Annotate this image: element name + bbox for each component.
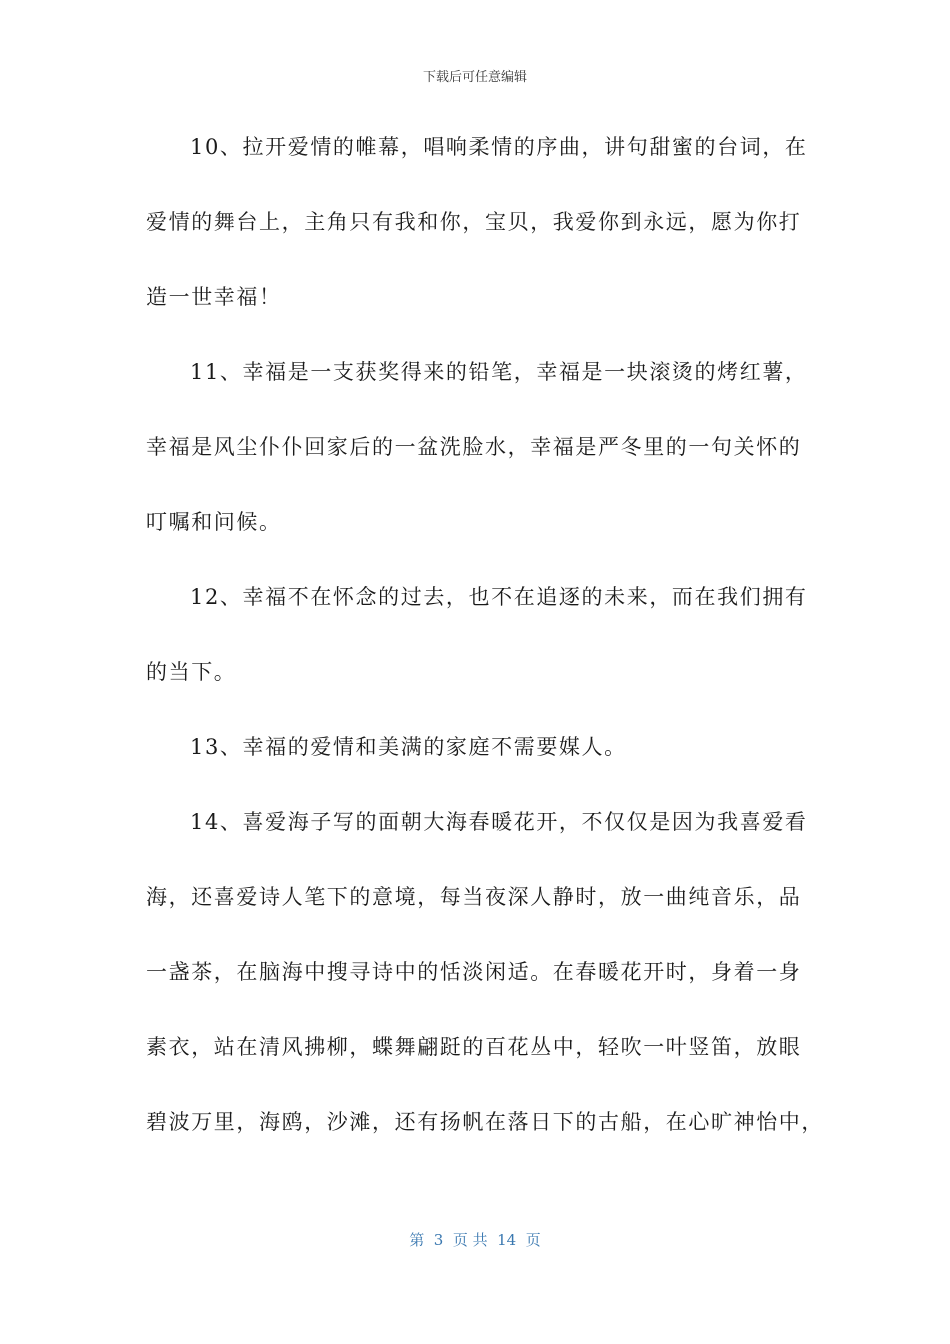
paragraph-13-line-1: 13、幸福的爱情和美满的家庭不需要媒人。 [190,735,627,759]
paragraph-11-line-1: 11、幸福是一支获奖得来的铅笔，幸福是一块滚烫的烤红薯， [190,360,808,384]
paragraph-10-line-2: 爱情的舞台上，主角只有我和你，宝贝，我爱你到永远，愿为你打 [146,210,802,234]
paragraph-14-line-4: 素衣，站在清风拂柳，蝶舞翩跹的百花丛中，轻吹一叶竖笛，放眼 [146,1035,802,1059]
page-header: 下载后可任意编辑 [422,70,527,85]
page-number-footer: 第 3 页 共 14 页 [409,1231,541,1249]
paragraph-14-line-3: 一盏茶，在脑海中搜寻诗中的恬淡闲适。在春暖花开时，身着一身 [146,960,802,984]
paragraph-12-line-1: 12、幸福不在怀念的过去，也不在追逐的未来，而在我们拥有 [190,585,808,609]
paragraph-11-line-3: 叮嘱和问候。 [146,510,282,534]
document-body [146,127,824,1177]
paragraph-12-line-2: 的当下。 [146,660,237,684]
paragraph-11-line-2: 幸福是风尘仆仆回家后的一盆洗脸水，幸福是严冬里的一句关怀的 [146,435,802,459]
paragraph-10-line-1: 10、拉开爱情的帷幕，唱响柔情的序曲，讲句甜蜜的台词，在 [190,135,808,159]
paragraph-14-line-2: 海，还喜爱诗人笔下的意境，每当夜深人静时，放一曲纯音乐，品 [146,885,802,909]
paragraph-14-line-1: 14、喜爱海子写的面朝大海春暖花开，不仅仅是因为我喜爱看 [190,810,808,834]
paragraph-14-line-5: 碧波万里，海鸥，沙滩，还有扬帆在落日下的古船，在心旷神怡中， [146,1110,824,1134]
paragraph-10-line-3: 造一世幸福！ [146,285,282,309]
